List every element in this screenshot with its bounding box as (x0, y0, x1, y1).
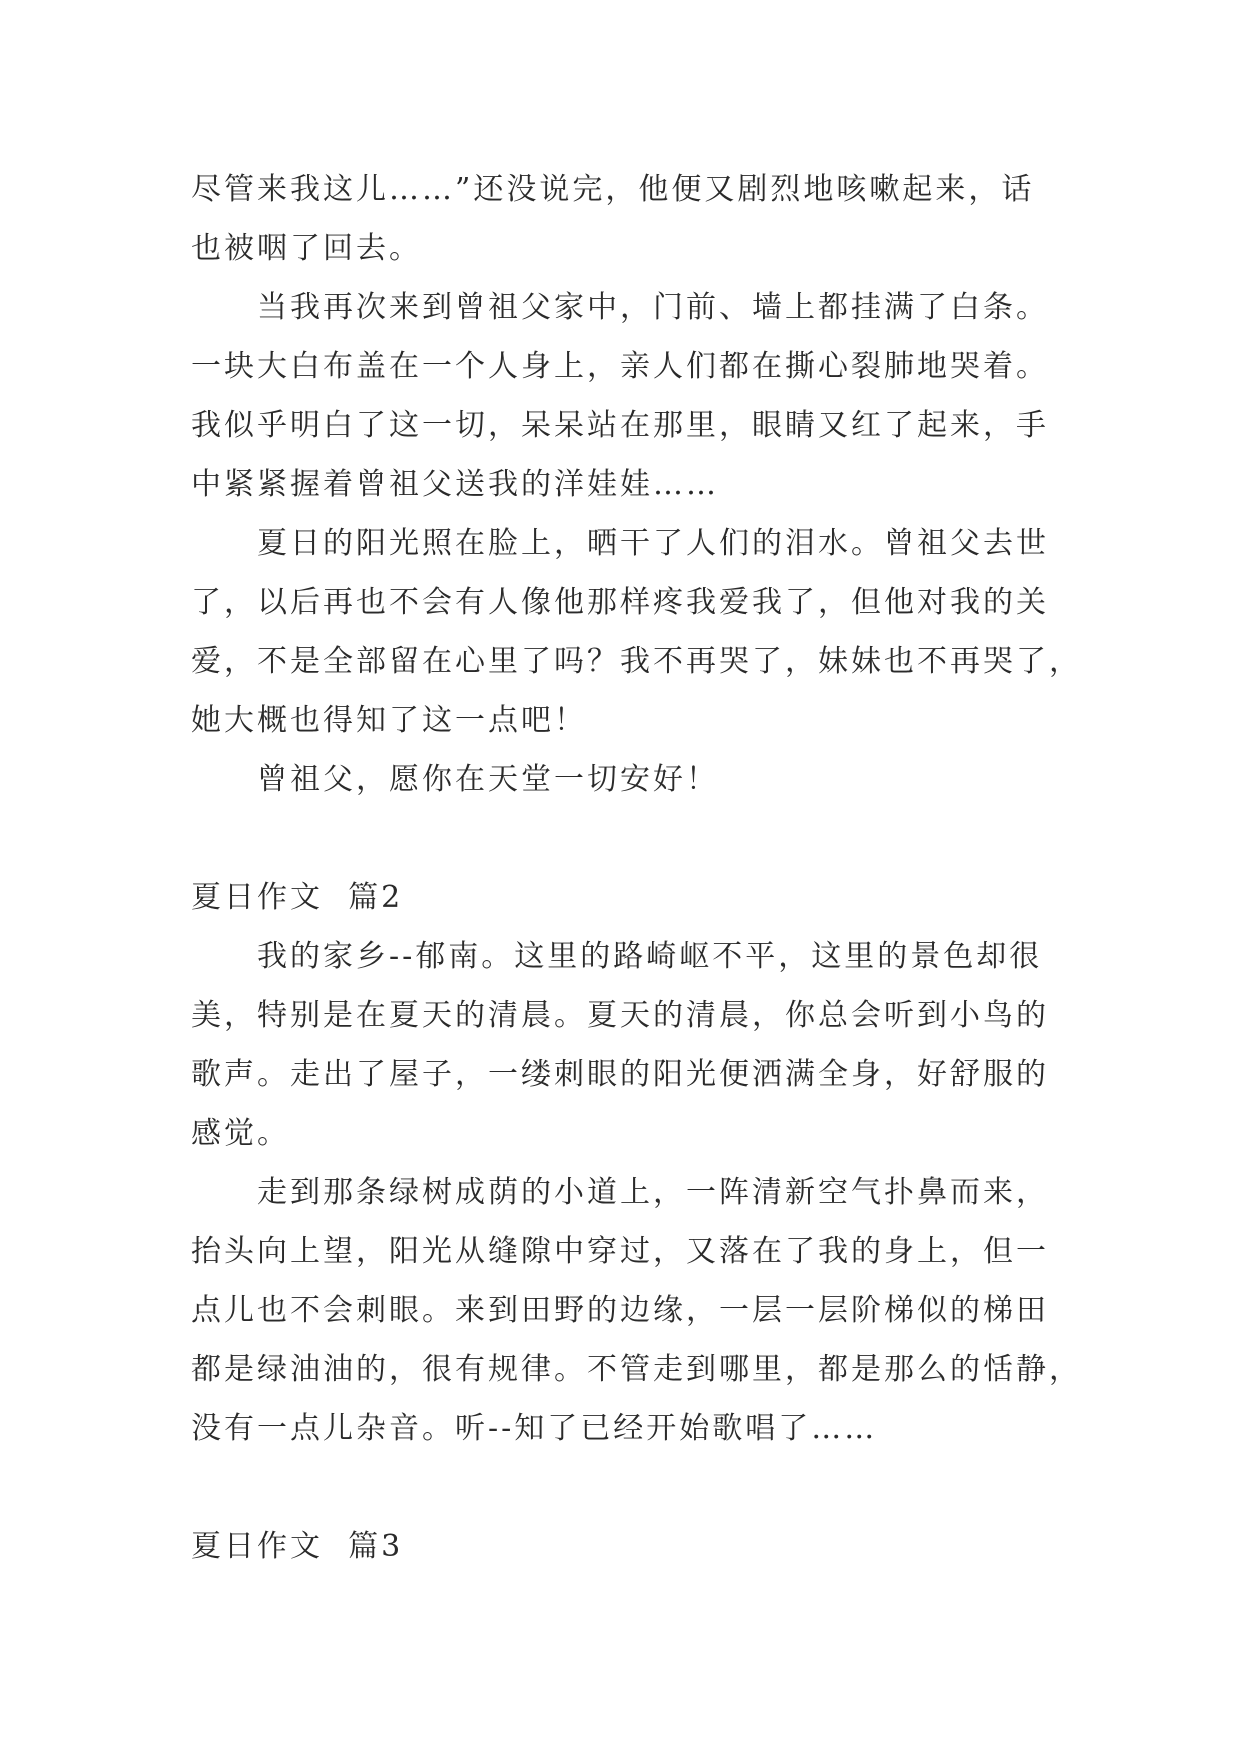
text-line: 抬头向上望，阳光从缝隙中穿过，又落在了我的身上，但一 (191, 1234, 1049, 1269)
paragraph (191, 750, 1071, 809)
paragraph (191, 514, 1082, 750)
text-line: 爱，不是全部留在心里了吗？我不再哭了，妹妹也不再哭了， (191, 644, 1082, 679)
paragraph (191, 278, 1071, 514)
text-line: 我似乎明白了这一切，呆呆站在那里，眼睛又红了起来，手 (191, 408, 1049, 443)
section-heading: 夏日作文 篇3 (191, 1529, 404, 1564)
text-line: 歌声。走出了屋子，一缕刺眼的阳光便洒满全身，好舒服的 (191, 1057, 1049, 1092)
document-body (191, 160, 1082, 1576)
paragraph (191, 160, 1071, 278)
text-line: 没有一点儿杂音。听--知了已经开始歌唱了…… (191, 1411, 878, 1446)
text-line: 一块大白布盖在一个人身上，亲人们都在撕心裂肺地哭着。 (191, 349, 1049, 384)
text-line: 当我再次来到曾祖父家中，门前、墙上都挂满了白条。 (257, 290, 1049, 325)
text-line: 点儿也不会刺眼。来到田野的边缘，一层一层阶梯似的梯田 (191, 1293, 1049, 1328)
section-heading: 夏日作文 篇2 (191, 880, 404, 915)
text-line: 了，以后再也不会有人像他那样疼我爱我了，但他对我的关 (191, 585, 1049, 620)
section-spacer (191, 809, 1071, 868)
text-line: 美，特别是在夏天的清晨。夏天的清晨，你总会听到小鸟的 (191, 998, 1049, 1033)
text-line: 曾祖父，愿你在天堂一切安好！ (257, 762, 719, 797)
section-spacer (191, 1458, 1071, 1517)
text-line: 夏日的阳光照在脸上，晒干了人们的泪水。曾祖父去世 (257, 526, 1049, 561)
text-line: 我的家乡--郁南。这里的路崎岖不平，这里的景色却很 (257, 939, 1043, 974)
text-line: 走到那条绿树成荫的小道上，一阵清新空气扑鼻而来， (257, 1175, 1049, 1210)
text-line: 她大概也得知了这一点吧！ (191, 703, 587, 738)
text-line: 都是绿油油的，很有规律。不管走到哪里，都是那么的恬静， (191, 1352, 1082, 1387)
paragraph (191, 1163, 1082, 1458)
text-line: 尽管来我这儿……”还没说完，他便又剧烈地咳嗽起来，话 (191, 172, 1035, 207)
paragraph (191, 927, 1071, 1163)
text-line: 中紧紧握着曾祖父送我的洋娃娃…… (191, 467, 719, 502)
text-line: 感觉。 (191, 1116, 290, 1151)
text-line: 也被咽了回去。 (191, 231, 422, 266)
